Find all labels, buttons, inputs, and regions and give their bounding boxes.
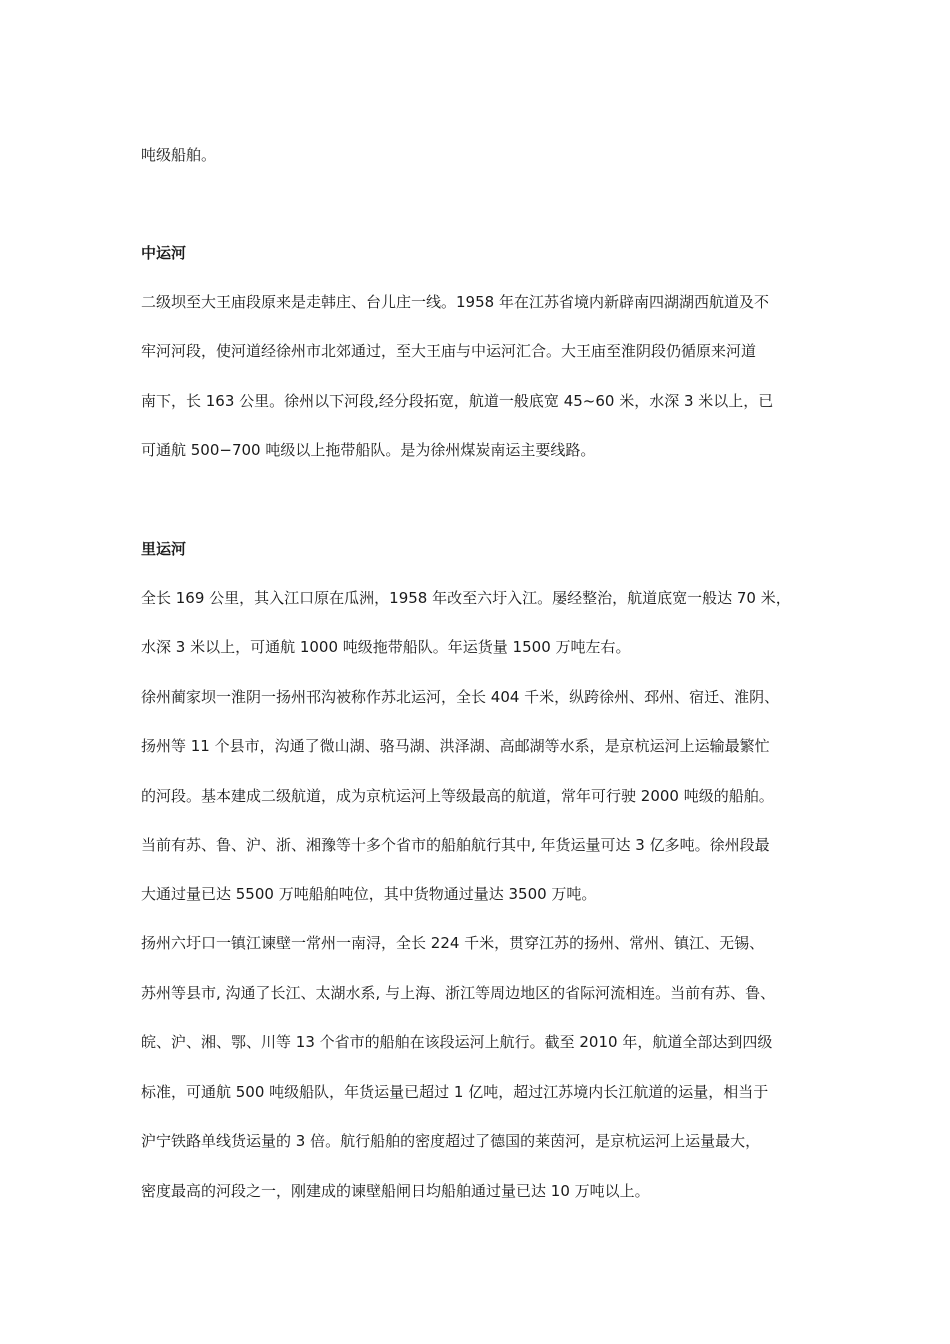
paragraph-line: 徐州蔺家坝一淮阴一扬州邗沟被称作苏北运河，全长 404 千米，纵跨徐州、邳州、宿迁、淮阴、 bbox=[141, 688, 780, 706]
paragraph-line: 南下，长 163 公里。徐州以下河段,经分段拓宽，航道一般底宽 45~60 米，水深 3 米以上，已 bbox=[141, 392, 774, 410]
section-heading-li-yunhe: 里运河 bbox=[141, 540, 187, 558]
paragraph-line: 当前有苏、鲁、沪、浙、湘豫等十多个省市的船舶航行其中, 年货运量可达 3 亿多吨。徐州段最 bbox=[141, 836, 770, 854]
paragraph-line: 水深 3 米以上，可通航 1000 吨级拖带船队。年运货量 1500 万吨左右。 bbox=[141, 638, 631, 656]
paragraph-line: 全长 169 公里，其入江口原在瓜洲，1958 年改至六圩入江。屡经整治，航道底宽一般达 70 米， bbox=[141, 589, 791, 607]
paragraph-line: 沪宁铁路单线货运量的 3 倍。航行船舶的密度超过了德国的莱茵河，是京杭运河上运量最大， bbox=[141, 1132, 761, 1150]
paragraph-line: 扬州六圩口一镇江谏壁一常州一南浔，全长 224 千米，贯穿江苏的扬州、常州、镇江、无锡、 bbox=[141, 934, 765, 952]
paragraph-line: 皖、沪、湘、鄂、川等 13 个省市的船舶在该段运河上航行。截至 2010 年，航道全部达到四级 bbox=[141, 1033, 773, 1051]
paragraph-line: 牢河河段，使河道经徐州市北郊通过，至大王庙与中运河汇合。大王庙至淮阴段仍循原来河道 bbox=[141, 342, 757, 360]
paragraph-line: 苏州等县市, 沟通了长江、太湖水系, 与上海、浙江等周边地区的省际河流相连。当前有苏、鲁、 bbox=[141, 984, 776, 1002]
section-heading-zhong-yunhe: 中运河 bbox=[141, 244, 187, 262]
paragraph-line: 的河段。基本建成二级航道，成为京杭运河上等级最高的航道，常年可行驶 2000 吨级的船舶。 bbox=[141, 787, 774, 805]
paragraph-line: 标准，可通航 500 吨级船队，年货运量已超过 1 亿吨，超过江苏境内长江航道的运量，相当于 bbox=[141, 1083, 769, 1101]
intro-line: 吨级船舶。 bbox=[141, 146, 217, 164]
paragraph-line: 扬州等 11 个县市，沟通了微山湖、骆马湖、洪泽湖、高邮湖等水系，是京杭运河上运输最繁忙 bbox=[141, 737, 770, 755]
paragraph-line: 二级坝至大王庙段原来是走韩庄、台儿庄一线。1958 年在江苏省境内新辟南四湖湖西航道及不 bbox=[141, 293, 769, 311]
paragraph-line: 密度最高的河段之一，刚建成的谏壁船闸日均船舶通过量已达 10 万吨以上。 bbox=[141, 1182, 650, 1200]
paragraph-line: 大通过量已达 5500 万吨船舶吨位，其中货物通过量达 3500 万吨。 bbox=[141, 885, 597, 903]
paragraph-line: 可通航 500−700 吨级以上拖带船队。是为徐州煤炭南运主要线路。 bbox=[141, 441, 596, 459]
